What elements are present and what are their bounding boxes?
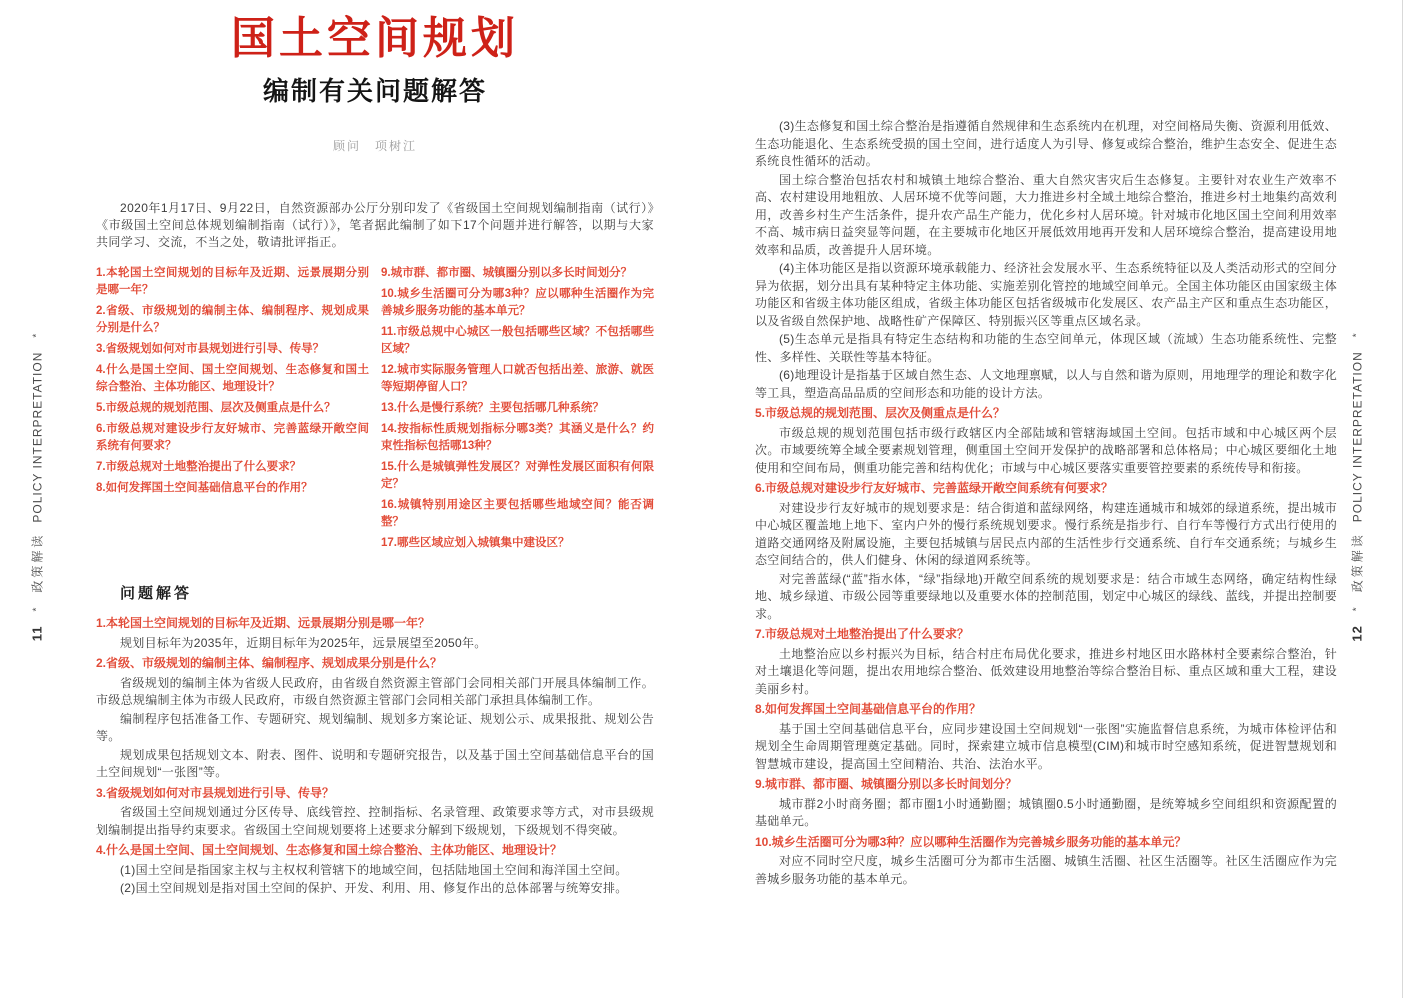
answer-paragraph: 规划成果包括规划文本、附表、图件、说明和专题研究报告，以及基于国土空间基础信息平台的国土空间规划“一张图”等。 [96,747,654,779]
page-number-left: 11 [29,625,45,642]
toc-item: 12.城市实际服务管理人口就否包括出差、旅游、就医等短期停留人口？ [381,364,654,393]
page-number-right: 12 [1349,625,1365,642]
answer-paragraph: 国土综合整治包括农村和城镇土地综合整治、重大自然灾害灾后生态修复。主要针对农业生产效率不高、农村建设用地粗放、人居环境不优等问题，大力推进乡村全域土地综合整治，推进乡村土地集约高效利用，改善乡村生产生活条件，提升农产品生产能力，优化乡村人居环境。针对城市化地区国土空间利用效率不高、城市病日益突显等问题，在主要城市化地区开展低效用地再开发和人居环境综合整治，提高建设用地效率和品质，改善提升人居环境。 [755,172,1337,257]
question-heading: 5.市级总规的规划范围、层次及侧重点是什么？ [755,406,1006,420]
article-title: 国土空间规划 [231,14,519,63]
question-heading: 9.城市群、都市圈、城镇圈分别以多长时间划分？ [755,777,1018,791]
answer-paragraph: 省级国土空间规划通过分区传导、底线管控、控制指标、名录管理、政策要求等方式，对市县级规划编制提出指导约束要求。省级国土空间规划要将上述要求分解到下级规划，下级规划不得突破。 [96,805,654,837]
left-page [96,0,654,899]
toc-item: 5.市级总规的规划范围、层次及侧重点是什么？ [96,402,336,414]
toc-item: 8.如何发挥国土空间基础信息平台的作用？ [96,482,313,494]
question-list-left-column [96,265,369,556]
question-heading: 3.省级规划如何对市县规划进行引导、传导？ [96,785,335,800]
question-heading: 8.如何发挥国土空间基础信息平台的作用？ [755,702,982,716]
qa-section-heading: 问题解答 [120,585,193,602]
right-page-folio [1349,318,1366,641]
question-heading: 6.市级总规对建设步行友好城市、完善蓝绿开敞空间系统有何要求？ [755,481,1114,495]
answer-paragraph: 编制程序包括准备工作、专题研究、规划编制、规划多方案论证、规划公示、成果报批、规划公告等。 [96,711,654,743]
section-label-cn: 政策解读 [1350,532,1365,593]
toc-item: 15.什么是城镇弹性发展区？对弹性发展区面积有何限定？ [381,461,654,490]
answer-paragraph: 省级规划的编制主体为省级人民政府，由省级自然资源主管部门会同相关部门开展具体编制工作。市级总规编制主体为市级人民政府，市级自然资源主管部门会同相关部门承担具体编制工作。 [96,675,654,707]
question-heading: 10.城乡生活圈可分为哪3种？应以哪种生活圈作为完善城乡服务功能的基本单元？ [755,834,1187,849]
toc-item: 9.城市群、都市圈、城镇圈分别以多长时间划分？ [381,267,633,279]
answer-paragraph: (4)主体功能区是指以资源环境承载能力、经济社会发展水平、生态系统特征以及人类活动形式的空间分异为依据，划分出具有某种特定主体功能、实施差别化管控的地域空间单元。全国主体功能区由国家级主体功能区和省级主体功能区组成，省级主体功能区包括省级城市化发展区、农产品主产区和重点生态功能区，以及省级自然保护地、战略性矿产保障区、特别振兴区等重点区域名录。 [755,261,1337,328]
star-icon: * [1351,606,1363,612]
toc-item: 2.省级、市级规划的编制主体、编制程序、规划成果分别是什么？ [96,305,369,334]
toc-item: 16.城镇特别用途区主要包括哪些地域空间？能否调整？ [381,499,654,528]
left-page-folio [29,319,46,642]
toc-item: 7.市级总规对土地整治提出了什么要求？ [96,461,302,473]
question-heading: 2.省级、市级规划的编制主体、编制程序、规划成果分别是什么？ [96,656,443,670]
question-heading: 4.什么是国土空间、国土空间规划、生态修复和国土综合整治、主体功能区、地理设计？ [96,843,563,857]
article-masthead [96,0,654,154]
toc-item: 10.城乡生活圈可分为哪3种？应以哪种生活圈作为完善城乡服务功能的基本单元？ [381,288,654,317]
answer-paragraph: (1)国土空间是指国家主权与主权权利管辖下的地域空间，包括陆地国土空间和海洋国土空间。 [120,862,628,877]
answer-paragraph: (5)生态单元是指具有特定生态结构和功能的生态空间单元，体现区域（流域）生态功能系统性、完整性、多样性、关联性等基本特征。 [755,332,1337,364]
toc-item: 6.市级总规对建设步行友好城市、完善蓝绿开敞空间系统有何要求？ [96,423,369,452]
answer-paragraph: (3)生态修复和国土综合整治是指遵循自然规律和生态系统内在机理，对空间格局失衡、资源利用低效、生态功能退化、生态系统受损的国土空间，进行适度人为引导、修复或综合整治，维护生态安全、促进生态系统良性循环的活动。 [755,119,1337,168]
toc-item: 11.市级总规中心城区一般包括哪些区域？不包括哪些区域？ [381,326,654,355]
article-subtitle: 编制有关问题解答 [262,77,487,106]
answer-paragraph: 规划目标年为2035年，近期目标年为2025年，远景展望至2050年。 [120,635,487,650]
toc-item: 13.什么是慢行系统？主要包括哪几种系统？ [381,402,604,414]
star-icon: * [31,332,43,338]
question-list [96,265,654,556]
toc-item: 1.本轮国土空间规划的目标年及近期、远景展期分别是哪一年？ [96,267,369,296]
answer-paragraph: 市级总规的规划范围包括市级行政辖区内全部陆域和管辖海域国土空间。包括市域和中心城区两个层次。市域要统筹全域全要素规划管理，侧重国土空间开发保护的战略部署和总体格局；中心城区要细化土地使用和空间布局，侧重功能完善和结构优化；市域与中心城区要落实重要管控要素的系统传导和衔接。 [755,425,1337,475]
answer-paragraph: (2)国土空间规划是指对国土空间的保护、开发、利用、用、修复作出的总体部署与统筹安排。 [120,881,628,895]
star-icon: * [1351,332,1363,338]
toc-item: 14.按指标性质规划指标分哪3类？其涵义是什么？约束性指标包括哪13种？ [381,423,654,452]
answer-paragraph: 基于国土空间基础信息平台，应同步建设国土空间规划“一张图”实施监督信息系统，为城市体检评估和规划全生命周期管理奠定基础。同时，探索建立城市信息模型(CIM)和城市时空感知系统，促进智慧规划和智慧城市建设，提高国土空间精治、共治、法治水平。 [755,721,1337,771]
answer-paragraph: 城市群2小时商务圈；都市圈1小时通勤圈；城镇圈0.5小时通勤圈，是统筹城乡空间组织和资源配置的基础单元。 [755,796,1337,828]
toc-item: 17.哪些区域应划入城镇集中建设区？ [381,537,570,549]
intro-paragraph: 2020年1月17日、9月22日，自然资源部办公厅分别印发了《省级国土空间规划编制指南（试行）》《市级国土空间总体规划编制指南（试行）》，笔者据此编制了如下17个问题并进行解答，以期与大家共同学习、交流，不当之处，敬请批评指正。 [96,201,654,249]
section-label-cn: 政策解读 [30,532,45,593]
answer-paragraph: 对建设步行友好城市的规划要求是：结合街道和蓝绿网络，构建连通城市和城郊的绿道系统，提出城市中心城区覆盖地上地下、室内户外的慢行系统规划要求。慢行系统是指步行、自行车等慢行方式出行使用的道路交通网络及附属设施，主要包括城镇与居民点内部的生活性步行交通系统、自行车交通系统；与城乡生态空间结合的，供人们健身、休闲的绿道网系统等。 [755,500,1337,567]
section-label-en: POLICY INTERPRETATION [30,351,45,523]
toc-item: 3.省级规划如何对市县规划进行引导、传导？ [96,343,325,355]
question-list-right-column [381,265,654,556]
section-label-en: POLICY INTERPRETATION [1350,351,1365,523]
question-heading: 7.市级总规对土地整治提出了什么要求？ [755,627,970,641]
answer-paragraph: 对完善蓝绿(“蓝”指水体，“绿”指绿地)开敞空间系统的规划要求是：结合市域生态网络，确定结构性绿地、城乡绿道、市级公园等重要绿地以及重要水体的控制范围，划定中心城区的绿线、蓝线，并提出控制要求。 [755,571,1337,621]
toc-item: 4.什么是国土空间、国土空间规划、生态修复和国土综合整治、主体功能区、地理设计？ [96,364,369,393]
byline: 顾问 项树江 [332,139,417,153]
star-icon: * [31,606,43,612]
answer-paragraph: 对应不同时空尺度，城乡生活圈可分为都市生活圈、城镇生活圈、社区生活圈等。社区生活圈应作为完善城乡服务功能的基本单元。 [755,854,1337,886]
page-edge-line [1402,0,1403,998]
question-heading: 1.本轮国土空间规划的目标年及近期、远景展期分别是哪一年？ [96,616,431,630]
right-page [755,0,1337,889]
answer-paragraph: (6)地理设计是指基于区域自然生态、人文地理禀赋，以人与自然和谐为原则，用地理学的理论和数字化等工具，塑造高品品质的空间形态和功能的设计方法。 [755,368,1337,400]
answer-paragraph: 土地整治应以乡村振兴为目标，结合村庄布局优化要求，推进乡村地区田水路林村全要素综合整治，针对土壤退化等问题，提出农用地综合整治、低效建设用地整治等综合整治目标、重点区域和重大工程，建设美丽乡村。 [755,646,1337,696]
